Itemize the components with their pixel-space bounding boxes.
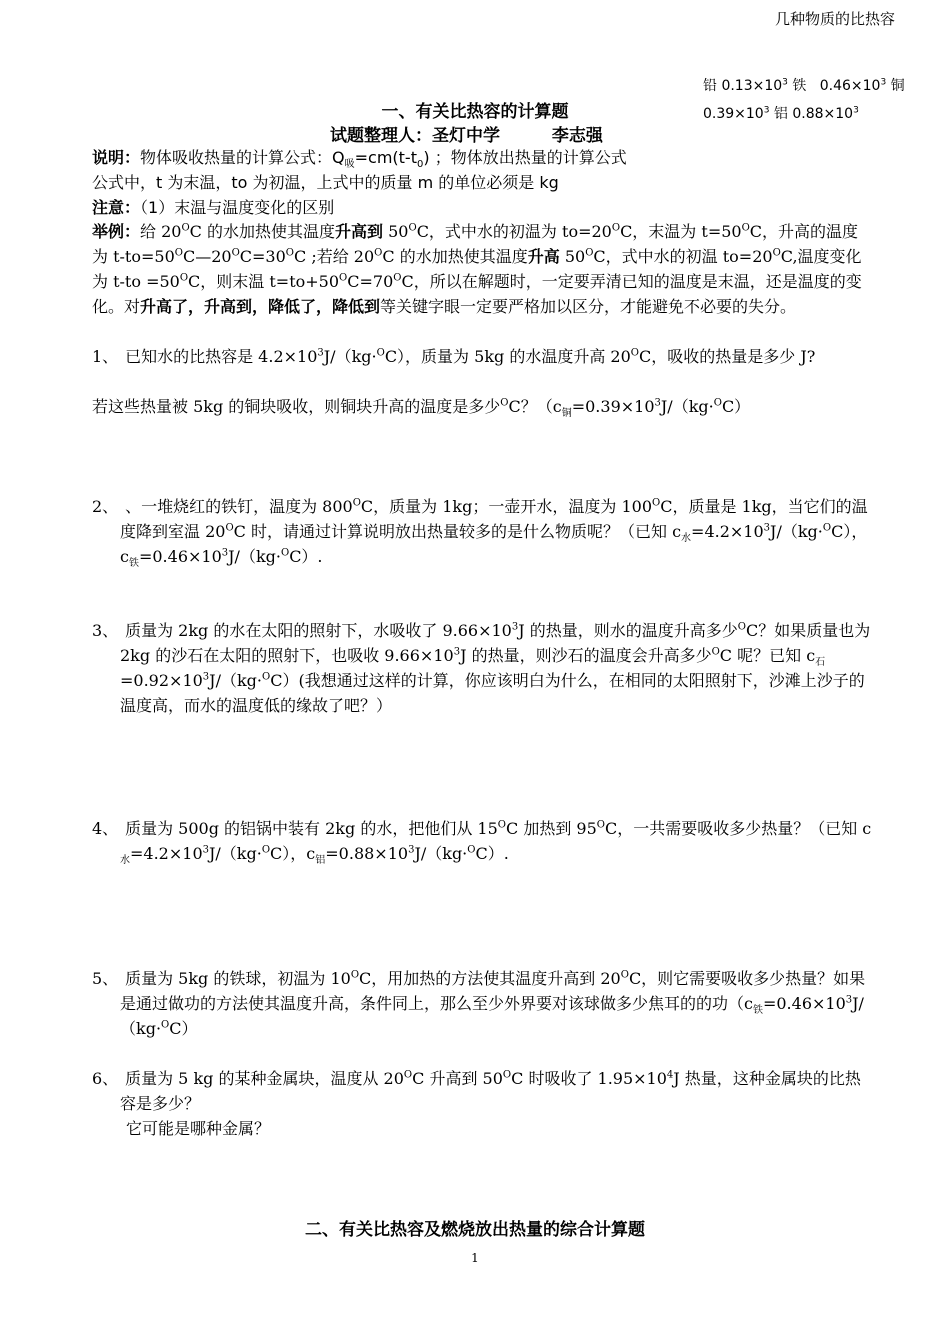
explain-text: 物体吸收热量的计算公式：Q xyxy=(140,148,345,167)
explain-sub: 吸 xyxy=(344,159,355,171)
author-name: 李志强 xyxy=(551,126,603,146)
question-number: 4、 xyxy=(92,819,119,838)
reference-table-title: 几种物质的比热容 xyxy=(775,10,896,28)
iron-value: 0.46×10 xyxy=(819,78,881,94)
author-line xyxy=(330,121,603,146)
copper-exp: 3 xyxy=(763,105,770,116)
section-1-title: 一、有关比热容的计算题 xyxy=(381,102,569,122)
aluminum-exp: 3 xyxy=(853,105,859,116)
iron-exp: 3 xyxy=(880,77,887,88)
section-2-title: 二、有关比热容及燃烧放出热量的综合计算题 xyxy=(305,1220,645,1240)
example-label: 举例： xyxy=(92,222,141,241)
author-label: 试题整理人：圣灯中学 xyxy=(330,126,500,146)
copper-label: 铜 xyxy=(890,78,905,94)
question-number: 3、 xyxy=(92,621,119,640)
attention-text: （1）末温与温度变化的区别 xyxy=(140,198,335,217)
question-6: 6、 质量为 5 kg 的某种金属块，温度从 $20^OC$ 升高到 $50^OC$ 时吸收了 $1.95\times 10^4J$ 热量，这种金属块的比热容是多少？ xyxy=(92,1066,872,1116)
iron-label: 铁 xyxy=(792,78,807,94)
question-1: 1、 已知水的比热容是 $4.2\times 10^3J/(kg\cdot^OC)$，质量为 5kg 的水温度升高 $20^OC$，吸收的热量是多少 J? xyxy=(92,344,872,369)
question-4: 4、 质量为 500g 的铝锅中装有 2kg 的水，把他们从 $15^OC$ 加热到 $95^OC$，一共需要吸收多少热量？（已知 $c_水=4.2\times 10^3J/(kg\cdot^OC)$，$c_铝=0.88\times 10^3J/(kg\cdot^OC)$. xyxy=(92,816,872,866)
example-paragraph: 举例：给 $20^OC$ 的水加热使其温度升高到 $50^OC$，式中水的初温为 $to=20^OC$，末温为 $t=50^OC$，升高的温度为 $t-to=50^OC—20^OC=30^OC$ ;若给 $20^OC$ 的水加热使其温度升高 $50^OC$，式中水的初温 $to=20^OC$,温度变化为 $t-to =50^OC$，则末温 $t=to+50^OC=70^OC$，所以在解题时，一定要弄清已知的温度是末温，还是温度的变化。对升高了，升高到，降低了，降低到等关键字眼一定要严格加以区分，才能避免不必要的失分。 xyxy=(92,222,862,316)
question-3: 3、 质量为 2kg 的水在太阳的照射下，水吸收了 $9.66\times 10^3J$ 的热量，则水的温度升高多少$^O$C？如果质量也为 2kg 的沙石在太阳的照射下，也吸收 $9.66\times 10^3J$ 的热量，则沙石的温度会升高多少$^O$C 呢？已知 $c_石=0.92\times 10^3J/(kg\cdot^OC)$(我想通过这样的计算，你应该明白为什么，在相同的太阳照射下，沙滩上沙子的温度高，而水的温度低的缘故了吧？） xyxy=(92,618,872,718)
aluminum-value: 0.88×10 xyxy=(792,106,854,122)
explain-text-3: ) ；物体放出热量的计算公式 xyxy=(423,148,627,167)
explain-text-2: =cm(t-t xyxy=(354,148,417,167)
question-2: 2、 、一堆烧红的铁钉，温度为 $800^OC$，质量为 1kg；一壶开水，温度为 $100^OC$，质量是 1kg，当它们的温度降到室温 $20^OC$ 时，请通过计算说明放出热量较多的是什么物质呢？（已知 $c_水=4.2\times 10^3J/(kg\cdot^OC)$，$c_铁=0.46\times 10^3J/(kg\cdot^OC)$. xyxy=(92,494,872,569)
lead-exp: 3 xyxy=(782,77,788,88)
attention-line xyxy=(92,196,334,220)
attention-label: 注意： xyxy=(92,198,141,217)
explain-label: 说明： xyxy=(92,148,141,167)
question-number: 2、 xyxy=(92,497,119,516)
question-6-followup: 它可能是哪种金属？ xyxy=(126,1119,271,1138)
question-5: 5、 质量为 5kg 的铁球，初温为 $10^OC$，用加热的方法使其温度升高到 $20^OC$，则它需要吸收多少热量？如果是通过做功的方法使其温度升高，条件同上，那么至少外界要对该球做多少焦耳的的功（$c_铁=0.46\times 10^3J/(kg\cdot^OC)$ xyxy=(92,966,872,1041)
copper-value: 0.39×10 xyxy=(703,106,764,122)
aluminum-label: 铝 xyxy=(773,106,788,122)
question-number: 6、 xyxy=(92,1069,119,1088)
question-number: 1、 xyxy=(92,347,119,366)
formula-note: 公式中，t 为末温，to 为初温，上式中的质量 m 的单位必须是 kg xyxy=(92,173,559,192)
question-number: 5、 xyxy=(92,969,119,988)
page-number: 1 xyxy=(471,1251,479,1265)
explain-sub-2: 0 xyxy=(416,159,424,171)
lead-value: 0.13×10 xyxy=(721,78,783,94)
reference-line-1 xyxy=(703,76,905,96)
question-1-followup: 若这些热量被 5kg 的铜块吸收，则铜块升高的温度是多少$^O$C？（$c_铜=0.39\times 10^3J/(kg\cdot^OC)$ xyxy=(92,397,751,420)
lead-label: 铅 xyxy=(703,78,717,94)
